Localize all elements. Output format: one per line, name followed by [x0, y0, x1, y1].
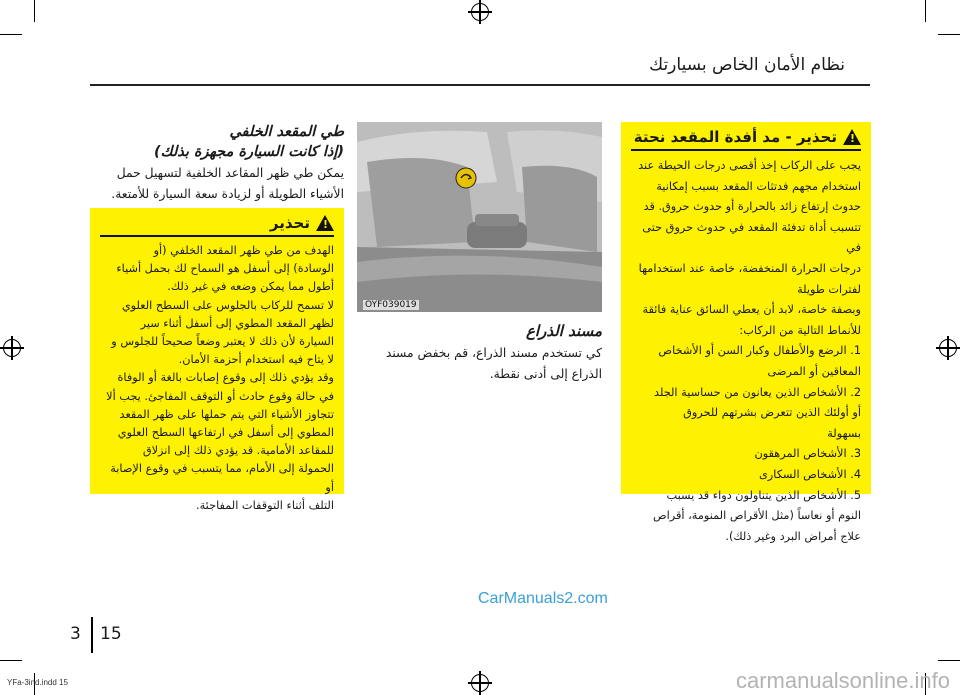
- registration-mark-icon: [3, 339, 21, 357]
- warning-line: لا يتاح فيه استخدام أحزمة الأمان.: [178, 353, 334, 367]
- footer-watermark: carmanualsonline.info: [735, 668, 950, 693]
- warning-title: تحذير - مد أفدة المقعد نحتة: [633, 128, 837, 146]
- warning-line: يجب على الركاب إخذ أقصى درجات الحيطة عند: [638, 159, 861, 172]
- crop-mark: [925, 0, 926, 22]
- warning-triangle-icon: !: [316, 215, 334, 231]
- warning-line: للمقاعد الأمامية. قد يؤدي ذلك إلى انزلاق: [142, 444, 334, 458]
- crop-mark: [938, 660, 960, 661]
- warning-line: 3. الأشخاص المرهقون: [754, 447, 861, 461]
- warning-text: [631, 156, 861, 547]
- photo-caption: OYF039019: [365, 300, 417, 310]
- warning-line: لا تسمح للركاب بالجلوس على السطح العلوي: [121, 298, 334, 312]
- warning-line: تتجاوز الأشياء التي يتم حملها على ظهر المقعد: [119, 407, 334, 421]
- footer-filename: YFa-3ind.indd 15: [7, 678, 68, 687]
- warning-line: لفترات طويلة: [797, 282, 861, 296]
- warning-line: وبصفة خاصة، لابد أن يعطي السائق عناية فائقة: [642, 303, 861, 317]
- warning-triangle-icon: !: [843, 129, 861, 145]
- warning-line: استخدام مجهم فدتثات المقعد بسبب إمكانية: [656, 179, 861, 193]
- warning-line: السيارة لأن ذلك لا يعتبر وضعاً صحيحاً للجلوس و: [111, 335, 334, 349]
- page-header-title: نظام الأمان الخاص بسيارتك: [649, 55, 845, 75]
- warning-line: لظهر المقعد المطوي إلى أسفل أثناء سير: [140, 316, 334, 330]
- registration-mark-icon: [939, 339, 957, 357]
- warning-line: تتسبب أداة تدفئة المقعد في حدوث حروق حتى في: [642, 220, 861, 255]
- warning-line: درجات الحرارة المنخفضة، خاصة عند استخدامها: [638, 261, 861, 275]
- warning-line: حدوث إرتفاع زائد بالحرارة أو حدوث حروق. قد: [643, 200, 861, 214]
- warning-line: للأنماط التالية من الركاب:: [739, 323, 861, 337]
- warning-title: تحذير: [269, 214, 310, 232]
- rear-seat-heading: [90, 122, 344, 162]
- section-number: 3: [70, 624, 81, 644]
- page-number-divider: [91, 617, 93, 653]
- warning-line: الهدف من طي ظهر المقعد الخلفي (أو: [153, 244, 334, 257]
- warning-line: المعاقين أو المرضى: [767, 364, 861, 378]
- seat-warmer-warning-box: [621, 122, 871, 543]
- warning-line: الحمولة إلى الأمام، مما يتسبب في وقوع الإصابة أو: [110, 462, 334, 494]
- registration-mark-icon: [471, 674, 489, 692]
- rear-seat-title: طي المقعد الخلفي: [229, 124, 344, 140]
- warning-line: 4. الأشخاص السكارى: [758, 467, 861, 481]
- page-number: 15: [100, 624, 122, 644]
- rear-seat-subtitle: (إذا كانت السيارة مجهزة بذلك): [153, 144, 344, 160]
- warning-text: [100, 242, 334, 515]
- warning-line: 1. الرضع والأطفال وكبار السن أو الأشخاص: [658, 344, 861, 358]
- warning-header: [100, 214, 334, 237]
- rear-seat-warning-box: [90, 208, 344, 512]
- warning-line: النوم أو نعاساً (مثل الأقراص المنومة، أقراص: [652, 509, 861, 523]
- warning-line: 5. الأشخاص الذين يتناولون دواء قد يسبب: [666, 488, 861, 502]
- warning-line: أطول مما يمكن وضعه في غير ذلك.: [167, 280, 334, 294]
- crop-mark: [938, 34, 960, 35]
- armrest-body: كي تستخدم مسند الذراع، قم بخفض مسند الذراع إلى أدنى نقطة.: [385, 346, 602, 381]
- warning-line: علاج أمراض البرد وغير ذلك).: [725, 529, 861, 543]
- header-divider: [90, 84, 870, 86]
- registration-mark-icon: [471, 3, 489, 21]
- warning-header: [631, 128, 861, 151]
- warning-line: التلف أثناء التوقفات المفاجئة.: [196, 498, 334, 512]
- rear-seat-armrest-photo: [357, 122, 602, 312]
- crop-mark: [0, 660, 22, 661]
- crop-mark: [0, 34, 22, 35]
- armrest-heading: مسند الذراع: [525, 322, 602, 340]
- warning-line: الوسادة) إلى أسفل هو السماح لك بحمل أشياء: [116, 262, 334, 276]
- warning-line: بسهولة: [827, 426, 861, 440]
- warning-line: في حالة وقوع حادث أو التوقف المفاجئ. يجب ألا: [106, 389, 334, 403]
- rear-seat-illustration: [357, 122, 602, 312]
- warning-line: وقد يؤدي ذلك إلى وقوع إصابات بالغة أو الوفاة: [117, 371, 334, 385]
- crop-mark: [34, 0, 35, 22]
- warning-line: 2. الأشخاص الذين يعانون من حساسية الجلد: [654, 385, 861, 399]
- carmanuals-logo-link[interactable]: CarManuals2.com: [478, 590, 608, 607]
- rear-seat-body: يمكن طي ظهر المقاعد الخلفية لتسهيل حمل الأشياء الطويلة أو لزيادة سعة السيارة للأمتعة.: [111, 166, 344, 201]
- warning-line: أو أولئك الذين تتعرض بشرتهم للحروق: [683, 406, 861, 420]
- warning-line: المطوي إلى أسفل في ارتفاعها السطح العلوي: [117, 426, 334, 440]
